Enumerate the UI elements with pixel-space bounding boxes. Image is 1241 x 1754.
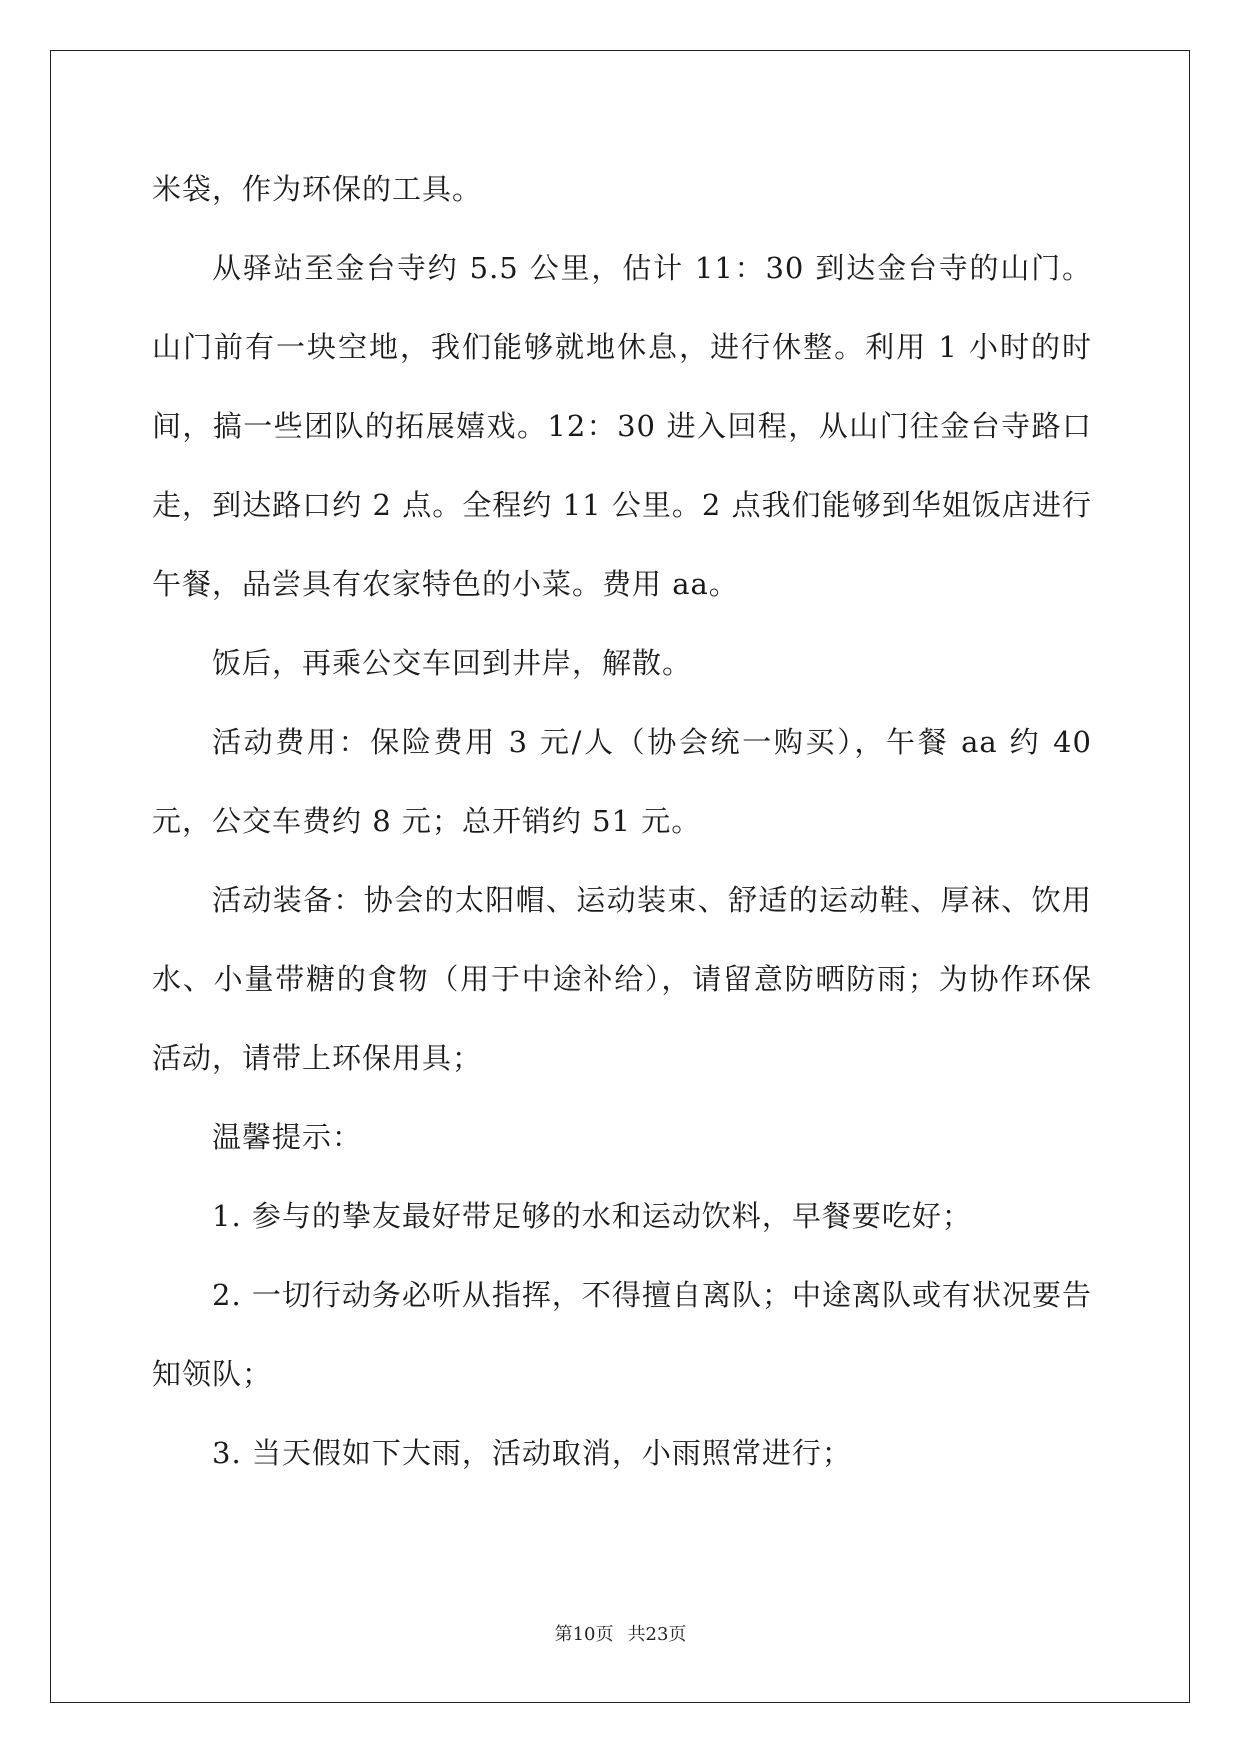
paragraph-2: 从驿站至金台寺约 5.5 公里，估计 11：30 到达金台寺的山门。山门前有一块空地，我们能够就地休息，进行休整。利用 1 小时的时间，搞一些团队的拓展嬉戏。12：30 进入回程，从山门往金台寺路口走，到达路口约 2 点。全程约 11 公里。2 点我们能够到华姐饭店进行午餐，品尝具有农家特色的小菜。费用 aa。 (152, 251, 1092, 601)
paragraph-6: 温馨提示： (212, 1120, 363, 1154)
paragraph-3: 饭后，再乘公交车回到井岸，解散。 (212, 646, 693, 680)
paragraph-1: 米袋，作为环保的工具。 (152, 172, 483, 206)
paragraph-9: 3. 当天假如下大雨，活动取消，小雨照常进行； (212, 1436, 852, 1470)
document-body (152, 150, 1092, 1493)
page-total: 共23页 (627, 1624, 687, 1645)
paragraph-7: 1. 参与的挚友最好带足够的水和运动饮料，早餐要吃好； (212, 1199, 972, 1233)
page-number: 第10页 (554, 1624, 614, 1645)
paragraph-4: 活动费用：保险费用 3 元/人（协会统一购买），午餐 aa 约 40 元，公交车费约 8 元；总开销约 51 元。 (152, 725, 1092, 838)
page-footer (0, 1620, 1241, 1646)
paragraph-5: 活动装备：协会的太阳帽、运动装束、舒适的运动鞋、厚袜、饮用水、小量带糖的食物（用于中途补给），请留意防晒防雨；为协作环保活动，请带上环保用具； (152, 883, 1092, 1075)
paragraph-8: 2. 一切行动务必听从指挥，不得擅自离队；中途离队或有状况要告知领队； (152, 1278, 1092, 1391)
